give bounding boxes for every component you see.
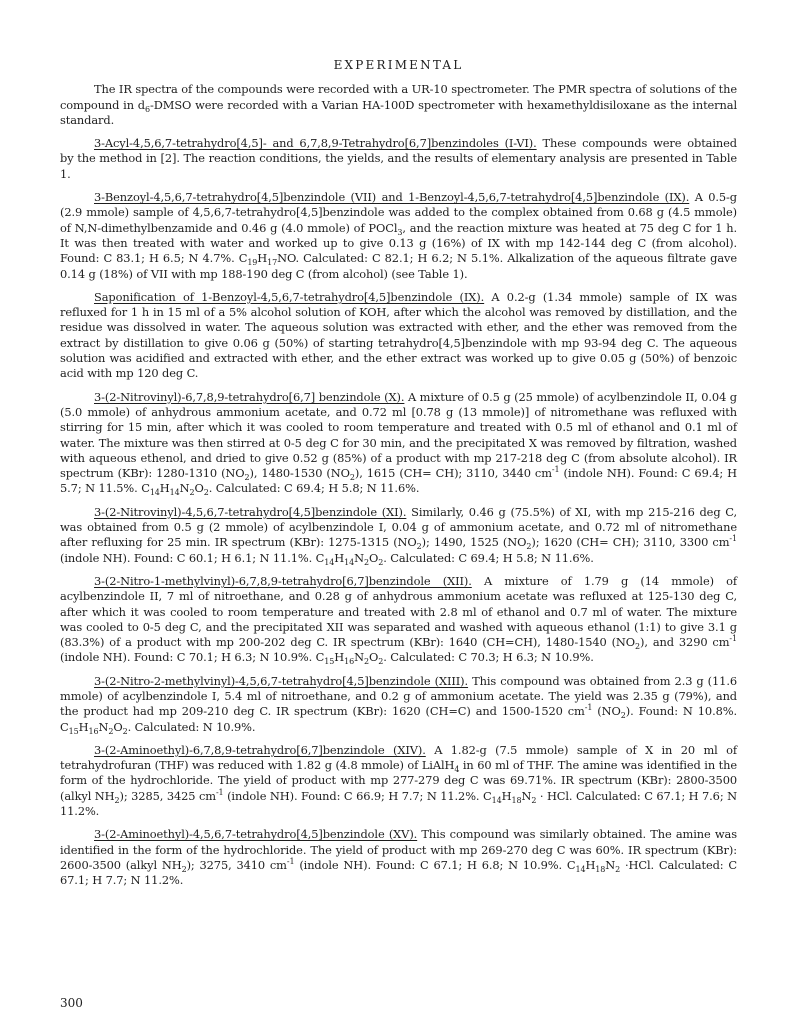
paragraph-title: 3-(2-Aminoethyl)-6,7,8,9-tetrahydro[6,7]benzindole (XIV). bbox=[94, 742, 426, 757]
paragraph-title: 3-(2-Nitro-2-methylvinyl)-4,5,6,7-tetrahydro[4,5]benzindole (XIII). bbox=[94, 673, 469, 688]
paragraph-title: 3-(2-Aminoethyl)-4,5,6,7-tetrahydro[4,5]benzindole (XV). bbox=[94, 827, 418, 842]
paragraph-body: This compound was similarly obtained. The amine was identified in the form of the hydrochloride. The yield of product with mp 269-270 deg C was 60%. IR spectrum (KBr): 2600-3500 (alkyl $NH_2$); 3275, 3410 $cm^{-1}$ (indole NH). Found: C 67.1; H 6.8; N 10.9%. $C_{14}H_{18}N_2 \cdot HCl$. Calculated: C 67.1; H 7.7; N 11.2%. bbox=[60, 827, 737, 888]
paragraph-3 bbox=[60, 290, 737, 382]
paragraph-7 bbox=[60, 674, 737, 735]
paragraph-body: A mixture of 0.5 g (25 mmole) of acylbenzindole II, 0.04 g (5.0 mmole) of anhydrous ammonium acetate, and 0.72 ml [0.78 g (13 mmole)] of nitromethane was refluxed with stirring for 15 min, after which it was cooled to room temperature and treated with 0.5 ml of ethanol and 0.1 ml of water. The mixture was then stirred at 0-5 deg C for 30 min, and the precipitated X was removed by filtration, washed with aqueous ethenol, and dried to give 0.52 g (85%) of a product with mp 217-218 deg C (from absolute alcohol). IR spectrum (KBr): 1280-1310 $(NO_2)$, 1480-1530 $(NO_2)$, 1615 (CH= CH); 3110, 3440 $cm^{-1}$ (indole NH). Found: C 69.4; H 5.7; N 11.5%. $C_{14}H_{14}N_2O_2$. Calculated: C 69.4; H 5.8; N 11.6%. bbox=[60, 389, 737, 498]
paragraph-title: 3-Acyl-4,5,6,7-tetrahydro[4,5]- and 6,7,8,9-Tetrahydro[6,7]benzindoles (I-VI). bbox=[94, 136, 537, 151]
paragraph-2 bbox=[60, 190, 737, 282]
paragraph-title: Saponification of 1-Benzoyl-4,5,6,7-tetrahydro[4,5]benzindole (IX). bbox=[94, 289, 485, 304]
paragraph-4 bbox=[60, 390, 737, 497]
paragraph-0 bbox=[60, 82, 737, 128]
paragraph-title: 3-Benzoyl-4,5,6,7-tetrahydro[4,5]benzindole (VII) and 1-Benzoyl-4,5,6,7-tetrahydro[4,5]benzindole (IX). bbox=[94, 190, 690, 205]
paragraph-5 bbox=[60, 505, 737, 566]
paragraph-body: A mixture of 1.79 g (14 mmole) of acylbenzindole II, 7 ml of nitroethane, and 0.28 g of anhydrous ammonium acetate was refluxed at 125-130 deg C, after which it was cooled to room temperature and treated with 2.8 ml of ethanol and 0.7 ml of water. The mixture was cooled to 0-5 deg C, and the precipitated XII was separated and washed with aqueous ethanol (1:1) to give 3.1 g (83.3%) of a product with mp 200-202 deg C. IR spectrum (KBr): 1640 (CH=CH), 1480-1540 $(NO_2)$, and 3290 $cm^{-1}$ (indole NH). Found: C 70.1; H 6.3; N 10.9%. $C_{15}H_{16}N_2O_2$. Calculated: C 70.3; H 6.3; N 10.9%. bbox=[60, 573, 738, 667]
paragraph-body: The IR spectra of the compounds were recorded with a UR-10 spectrometer. The PMR spectra of solutions of the compound in $d_6$-DMSO were recorded with a Varian HA-100D spectrometer with hexamethyldisiloxane as the internal standard. bbox=[60, 82, 738, 127]
paragraph-1 bbox=[60, 136, 737, 182]
paragraph-body: A 0.2-g (1.34 mmole) sample of IX was refluxed for 1 h in 15 ml of a 5% alcohol solution of KOH, after which the alcohol was removed by distillation, and the residue was dissolved in water. The aqueous solution was extracted with ether, and the ether was removed from the extract by distillation to give 0.06 g (50%) of starting tetrahydro[4,5]benzindole with mp 93-94 deg C. The aqueous solution was acidified and extracted with ether, and the ether extract was worked up to give 0.05 g (50%) of benzoic acid with mp 120 deg C. bbox=[60, 289, 737, 381]
paragraph-body: These compounds were obtained by the method in [2]. The reaction conditions, the yields, and the results of elementary analysis are presented in Table 1. bbox=[60, 136, 737, 181]
paragraph-title: 3-(2-Nitro-1-methylvinyl)-6,7,8,9-tetrahydro[6,7]benzindole (XII). bbox=[94, 573, 472, 588]
section-heading: EXPERIMENTAL bbox=[333, 58, 464, 72]
paragraph-title: 3-(2-Nitrovinyl)-6,7,8,9-tetrahydro[6,7] benzindole (X). bbox=[94, 389, 405, 404]
paragraph-body: A 0.5-g (2.9 mmole) sample of 4,5,6,7-tetrahydro[4,5]benzindole was added to the complex obtained from 0.68 g (4.5 mmole) of N,N-dimethylbenzamide and 0.46 g (4.0 mmole) of POCl$_3$, and the reaction mixture was heated at 75 deg C for 1 h. It was then treated with water and worked up to give 0.13 g (16%) of IX with mp 142-144 deg C (from alcohol). Found: C 83.1; H 6.5; N 4.7%. $C_{19}H_{17}NO$. Calculated: C 82.1; H 6.2; N 5.1%. Alkalization of the aqueous filtrate gave 0.14 g (18%) of VII with mp 188-190 deg C (from alcohol) (see Table 1). bbox=[60, 190, 737, 281]
page-number: 300 bbox=[60, 996, 83, 1010]
paragraph-9 bbox=[60, 827, 737, 888]
paragraph-body: A 1.82-g (7.5 mmole) sample of X in 20 ml of tetrahydrofuran (THF) was reduced with 1.82 g (4.8 mmole) of LiAlH$_4$ in 60 ml of THF. The amine was identified in the form of the hydrochloride. The yield of product with mp 277-279 deg C was 69.71%. IR spectrum (KBr): 2800-3500 (alkyl $NH_2$); 3285, 3425 $cm^{-1}$ (indole NH). Found: C 66.9; H 7.7; N 11.2%. $C_{14}H_{18}N_2$ · HCl. Calculated: C 67.1; H 7.6; N 11.2%. bbox=[60, 742, 737, 819]
paragraph-8 bbox=[60, 743, 737, 819]
paragraph-list bbox=[60, 82, 737, 888]
paragraph-body: Similarly, 0.46 g (75.5%) of XI, with mp 215-216 deg C, was obtained from 0.5 g (2 mmole) of acylbenzindole I, 0.04 g of ammonium acetate, and 0.72 ml of nitromethane after refluxing for 25 min. IR spectrum (KBr): 1275-1315 $(NO_2)$; 1490, 1525 $(NO_2)$; 1620 (CH= CH); 3110, 3300 $cm^{-1}$ (indole NH). Found: C 60.1; H 6.1; N 11.1%. $C_{14}H_{14}N_2O_2$. Calculated: C 69.4; H 5.8; N 11.6%. bbox=[60, 504, 738, 567]
page-content bbox=[60, 58, 737, 897]
paragraph-body: This compound was obtained from 2.3 g (11.6 mmole) of acylbenzindole I, 5.4 ml of nitroethane, and 0.2 g of ammonium acetate. The yield was 2.35 g (79%), and the product had mp 209-210 deg C. IR spectrum (KBr): 1620 (CH=C) and 1500-1520 $cm^{-1}$ $(NO_2)$. Found: N 10.8%. $C_{15}H_{16}N_2O_2$. Calculated: N 10.9%. bbox=[60, 673, 737, 736]
paragraph-title: 3-(2-Nitrovinyl)-4,5,6,7-tetrahydro[4,5]benzindole (XI). bbox=[94, 504, 407, 519]
paragraph-6 bbox=[60, 574, 737, 666]
